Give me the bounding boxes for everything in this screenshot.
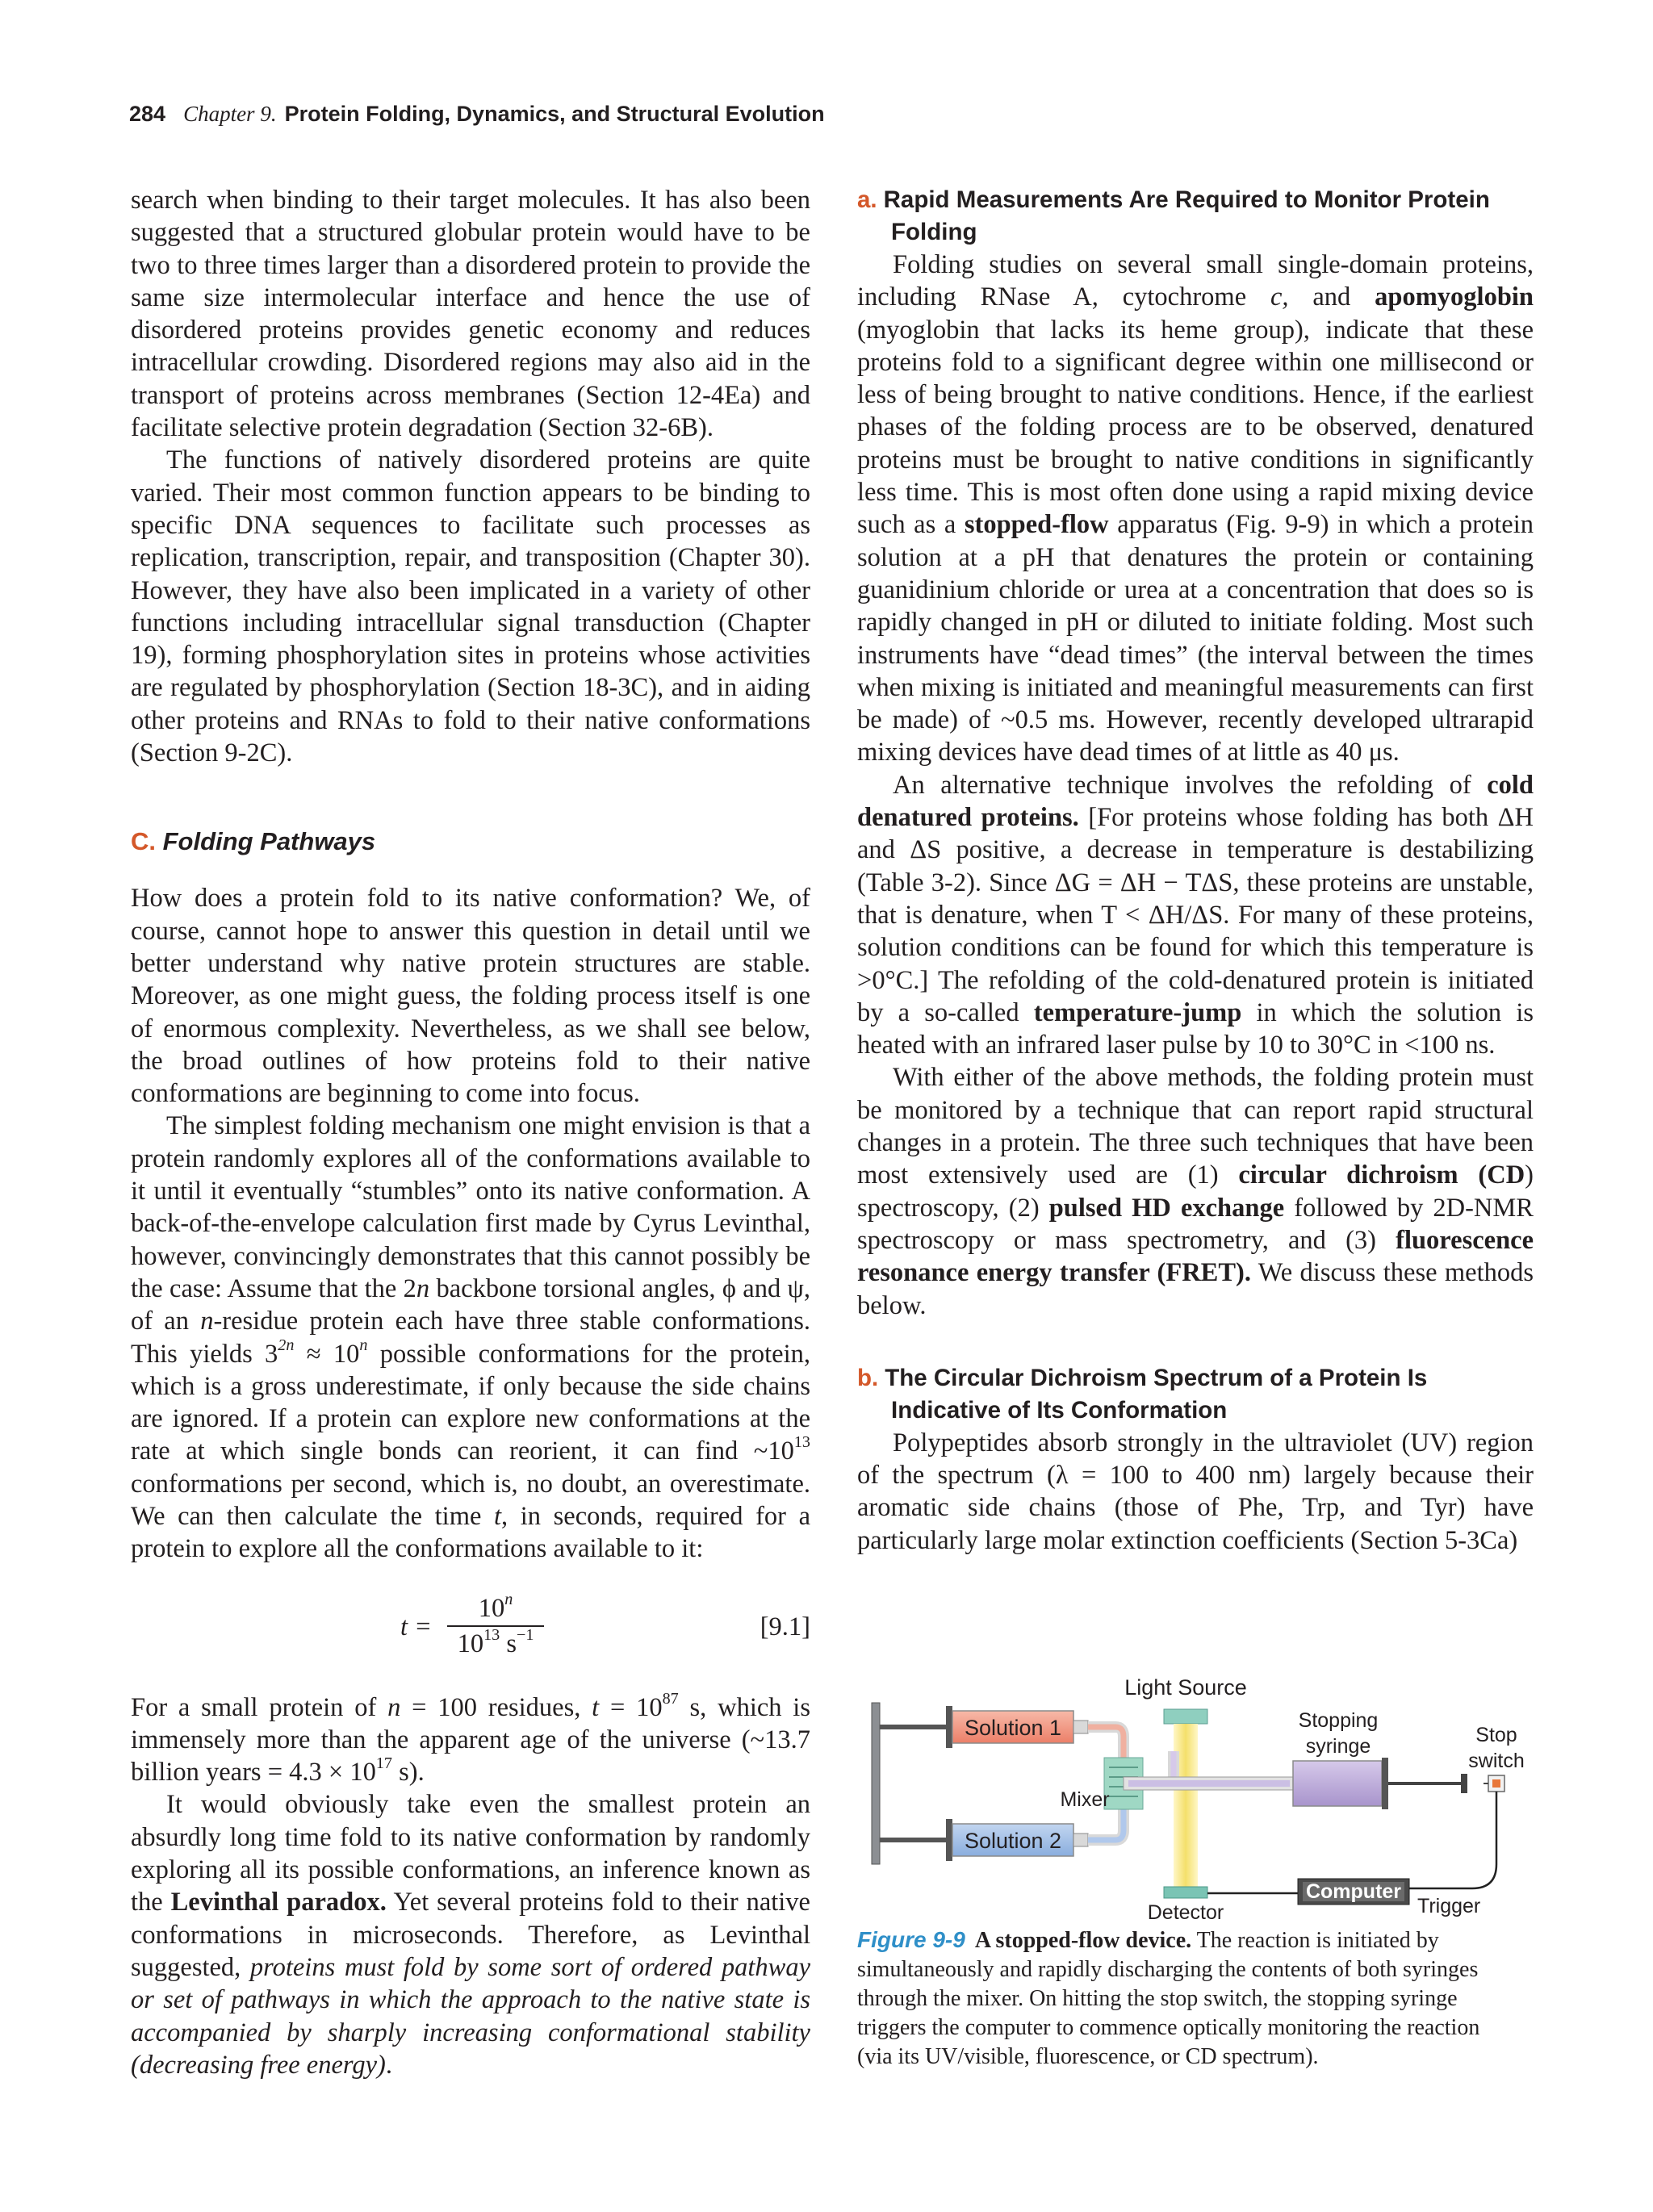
left-column: [131, 184, 810, 2081]
label-trigger: Trigger: [1417, 1895, 1481, 1917]
figure-text: The reaction is initiated by simultaneously and rapidly discharging the contents of both syringes through the mixer. On hitting the stop switch, the stopping syringe triggers the computer to commence optically monitoring the reaction (via its UV/visible, fluorescence, or CD spectrum).: [857, 1928, 1480, 2069]
subsection-heading-a: a. Rapid Measurements Are Required to Monitor Protein Folding: [857, 186, 1490, 245]
equation-9-1: [131, 1590, 810, 1667]
solution2-plunger: [946, 1819, 952, 1861]
solution1-plunger: [946, 1706, 952, 1748]
stopping-plunger: [1382, 1758, 1388, 1809]
light-source-lamp: [1164, 1709, 1207, 1724]
label-stop-switch-1: Stop: [1475, 1724, 1517, 1746]
subsection-heading-b: b. The Circular Dichroism Spectrum of a Protein Is Indicative of Its Conformation: [857, 1364, 1428, 1424]
drive-bar: [872, 1703, 880, 1864]
paragraph: With either of the above methods, the folding protein must be monitored by a technique that can report rapid structural changes in a protein. The three such techniques that have been most extensively used are (1) circular dichroism (CD) spectroscopy, (2) pulsed HD exchange followed by 2D-NMR spectroscopy or mass spectrometry, and (3) fluorescence resonance energy transfer (FRET). We discuss these methods below.: [857, 1063, 1534, 1320]
label-detector: Detector: [1147, 1901, 1224, 1921]
light-beam: [1174, 1724, 1198, 1896]
label-stop-switch-2: switch: [1468, 1750, 1525, 1772]
label-solution1: Solution 1: [964, 1716, 1062, 1740]
paragraph: How does a protein fold to its native conformation? We, of course, cannot hope to answer this question in detail until we better understand why native protein structures are stable. Moreover, as one might guess, the folding process itself is one of enormous complexity. Nevertheless, as we shall see below, the broad outlines of how proteins fold to their native conformations are beginning to come into focus.: [131, 884, 810, 1109]
paragraph: Polypeptides absorb strongly in the ultraviolet (UV) region of the spectrum (λ = 100 to 400 nm) largely because their aromatic side chains (those of Phe, Trp, and Tyr) have particularly large molar extinction coefficients (Section 5-3Ca): [857, 1428, 1534, 1555]
detector: [1164, 1887, 1207, 1898]
chapter-label: Chapter 9.: [183, 102, 277, 126]
label-light-source: Light Source: [1124, 1675, 1247, 1700]
paragraph: Folding studies on several small single-domain proteins, including RNase A, cytochrome c, and apomyoglobin (myoglobin that lacks its heme group), indicate that these proteins fold to a significant degree within one millisecond or less of being brought to native conditions. Hence, if the earliest phases of the folding process are to be observed, denatured proteins must be brought to native conditions in significantly less time. This is most often done using a rapid mixing device such as a stopped-flow apparatus (Fig. 9-9) in which a protein solution at a pH that denatures the protein or containing guanidinium chloride or urea at a concentration that does so is rapidly changed in pH or diluted to initiate folding. Most such instruments have “dead times” (the interval between the times when mixing is initiated and meaningful measurements can first be made) of ~0.5 ms. However, recently developed ultrarapid mixing devices have dead times of at little as 40 μs.: [857, 250, 1534, 767]
paragraph: For a small protein of n = 100 residues, $t = 10^{87}$ s, which is immensely more than the apparent age of the universe (~13.7 billion years = $4.3 \times 10^{17}$ s).: [131, 1689, 810, 1788]
running-header: [129, 102, 825, 127]
equation-number: [9.1]: [760, 1612, 810, 1641]
paragraph: An alternative technique involves the refolding of cold denatured proteins. [For proteins whose folding has both ΔH and ΔS positive, a decrease in temperature is destabilizing (Table 3-2). Since ΔG = ΔH − TΔS, these proteins are unstable, that is denature, when T < ΔH/ΔS. For many of these proteins, solution conditions can be found for which this temperature is >0°C.] The refolding of the cold-denatured protein is initiated by a so-called temperature-jump in which the solution is heated with an infrared laser pulse by 10 to 30°C in <100 ns.: [857, 770, 1534, 1060]
equation-fraction: $\frac{10^n}{10^{13} s^{-1}}$: [447, 1593, 544, 1661]
paragraph: search when binding to their target molecules. It has also been suggested that a structured globular protein would have to be two to three times larger than a disordered protein to provide the same size intermolecular interface and hence the use of disordered proteins provides genetic economy and reduces intracellular crowding. Disordered regions may also aid in the transport of proteins across membranes (Section 12-4Ea) and facilitate selective protein degradation (Section 32-6B).: [131, 186, 810, 443]
figure-label: Figure 9-9: [857, 1927, 965, 1952]
paragraph: The simplest folding mechanism one might envision is that a protein randomly explores all of the conformations available to it until it eventually “stumbles” onto its native conformation. A back-of-the-envelope calculation first made by Cyrus Levinthal, however, convincingly demonstrates that this cannot possibly be the case: Assume that the 2n backbone torsional angles, ϕ and ψ, of an n-residue protein each have three stable conformations. This yields $3^{2n} \approx 10^n$ possible conformations for the protein, which is a gross underestimate, if only because the side chains are ignored. If a protein can explore new conformations at the rate at which single bonds can reorient, it can find $\sim 10^{13}$ conformations per second, which is, no doubt, an overestimate. We can then calculate the time t, in seconds, required for a protein to explore all the conformations available to it:: [131, 1111, 811, 1564]
stopping-syringe: [1293, 1761, 1382, 1806]
section-letter: C.: [131, 827, 156, 856]
label-solution2: Solution 2: [964, 1829, 1062, 1853]
label-mixer: Mixer: [1060, 1788, 1110, 1811]
label-stopping-syringe-1: Stopping: [1298, 1709, 1379, 1732]
label-computer: Computer: [1305, 1880, 1402, 1903]
section-title: Folding Pathways: [162, 827, 376, 856]
equation-lhs: t =: [400, 1612, 433, 1641]
trigger-wire: [1409, 1792, 1496, 1888]
chapter-title: Protein Folding, Dynamics, and Structural Evolution: [284, 102, 825, 126]
label-stopping-syringe-2: syringe: [1305, 1735, 1371, 1758]
right-column: [857, 184, 1534, 1557]
section-heading: [131, 826, 810, 858]
figure-title: A stopped-flow device.: [974, 1928, 1192, 1953]
stopped-flow-figure: [857, 1646, 1535, 1921]
paragraph: It would obviously take even the smallest protein an absurdly long time fold to its native conformation by randomly exploring all its possible conformations, an inference known as the Levinthal paradox. Yet several proteins fold to their native conformations in microseconds. Therefore, as Levinthal suggested, proteins must fold by some sort of ordered pathway or set of pathways in which the approach to the native state is accompanied by sharply increasing conformational stability (decreasing free energy).: [131, 1790, 811, 2080]
figure-caption: [857, 1926, 1519, 2072]
paragraph: The functions of natively disordered proteins are quite varied. Their most common function appears to be binding to specific DNA sequences to facilitate such processes as replication, transcription, repair, and transposition (Chapter 30). However, they have also been implicated in a variety of other functions including intracellular signal transduction (Chapter 19), forming phosphorylation sites in proteins whose activities are regulated by phosphorylation (Section 18-3C), and in aiding other proteins and RNAs to fold to their native conformations (Section 9-2C).: [131, 445, 810, 768]
page-number: 284: [129, 102, 166, 126]
